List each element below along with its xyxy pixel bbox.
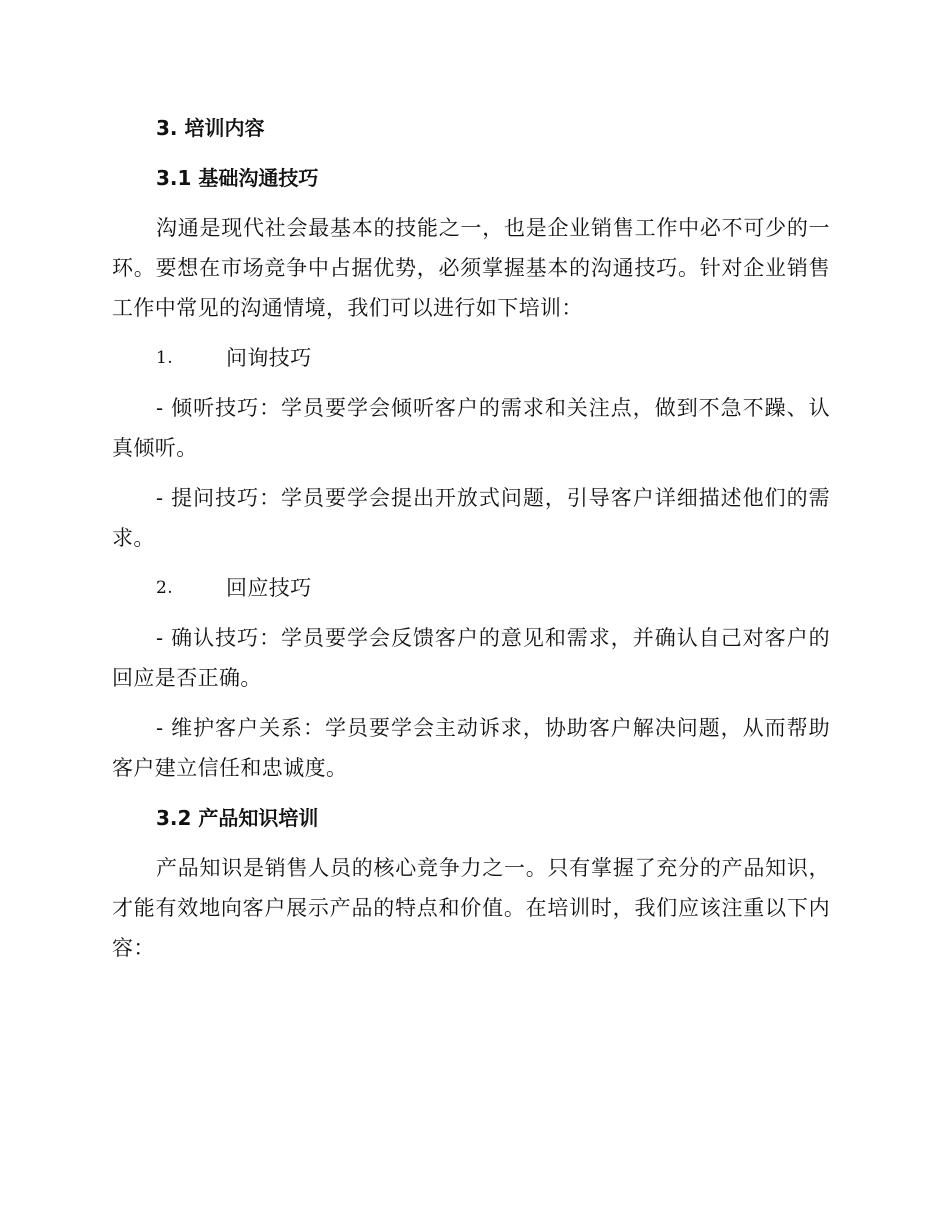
section-3-heading: 3. 培训内容 — [156, 116, 265, 140]
section-3-2-intro-paragraph: 产品知识是销售人员的核心竞争力之一。只有掌握了充分的产品知识，才能有效地向客户展示产品的特点和价值。在培训时，我们应该注重以下内容： — [112, 856, 830, 960]
list-item-2 — [112, 568, 830, 608]
list-item-number: 2. — [156, 578, 174, 598]
section-3-1-heading: 3.1 基础沟通技巧 — [156, 166, 319, 190]
list-item-1 — [112, 338, 830, 378]
list-item-label: 问询技巧 — [226, 346, 312, 370]
section-3-2-heading: 3.2 产品知识培训 — [156, 806, 319, 830]
section-3-1-intro-paragraph: 沟通是现代社会最基本的技能之一，也是企业销售工作中必不可少的一环。要想在市场竞争中占据优势，必须掌握基本的沟通技巧。针对企业销售工作中常见的沟通情境，我们可以进行如下培训： — [112, 216, 830, 320]
confirmation-skill-paragraph: - 确认技巧：学员要学会反馈客户的意见和需求，并确认自己对客户的回应是否正确。 — [112, 626, 830, 690]
document-body — [112, 108, 830, 978]
list-item-label: 回应技巧 — [226, 576, 312, 600]
list-item-number: 1. — [156, 348, 174, 368]
questioning-skill-paragraph: - 提问技巧：学员要学会提出开放式问题，引导客户详细描述他们的需求。 — [112, 486, 830, 550]
listening-skill-paragraph: - 倾听技巧：学员要学会倾听客户的需求和关注点，做到不急不躁、认真倾听。 — [112, 396, 830, 460]
customer-relationship-paragraph: - 维护客户关系：学员要学会主动诉求，协助客户解决问题，从而帮助客户建立信任和忠诚度。 — [112, 716, 830, 780]
